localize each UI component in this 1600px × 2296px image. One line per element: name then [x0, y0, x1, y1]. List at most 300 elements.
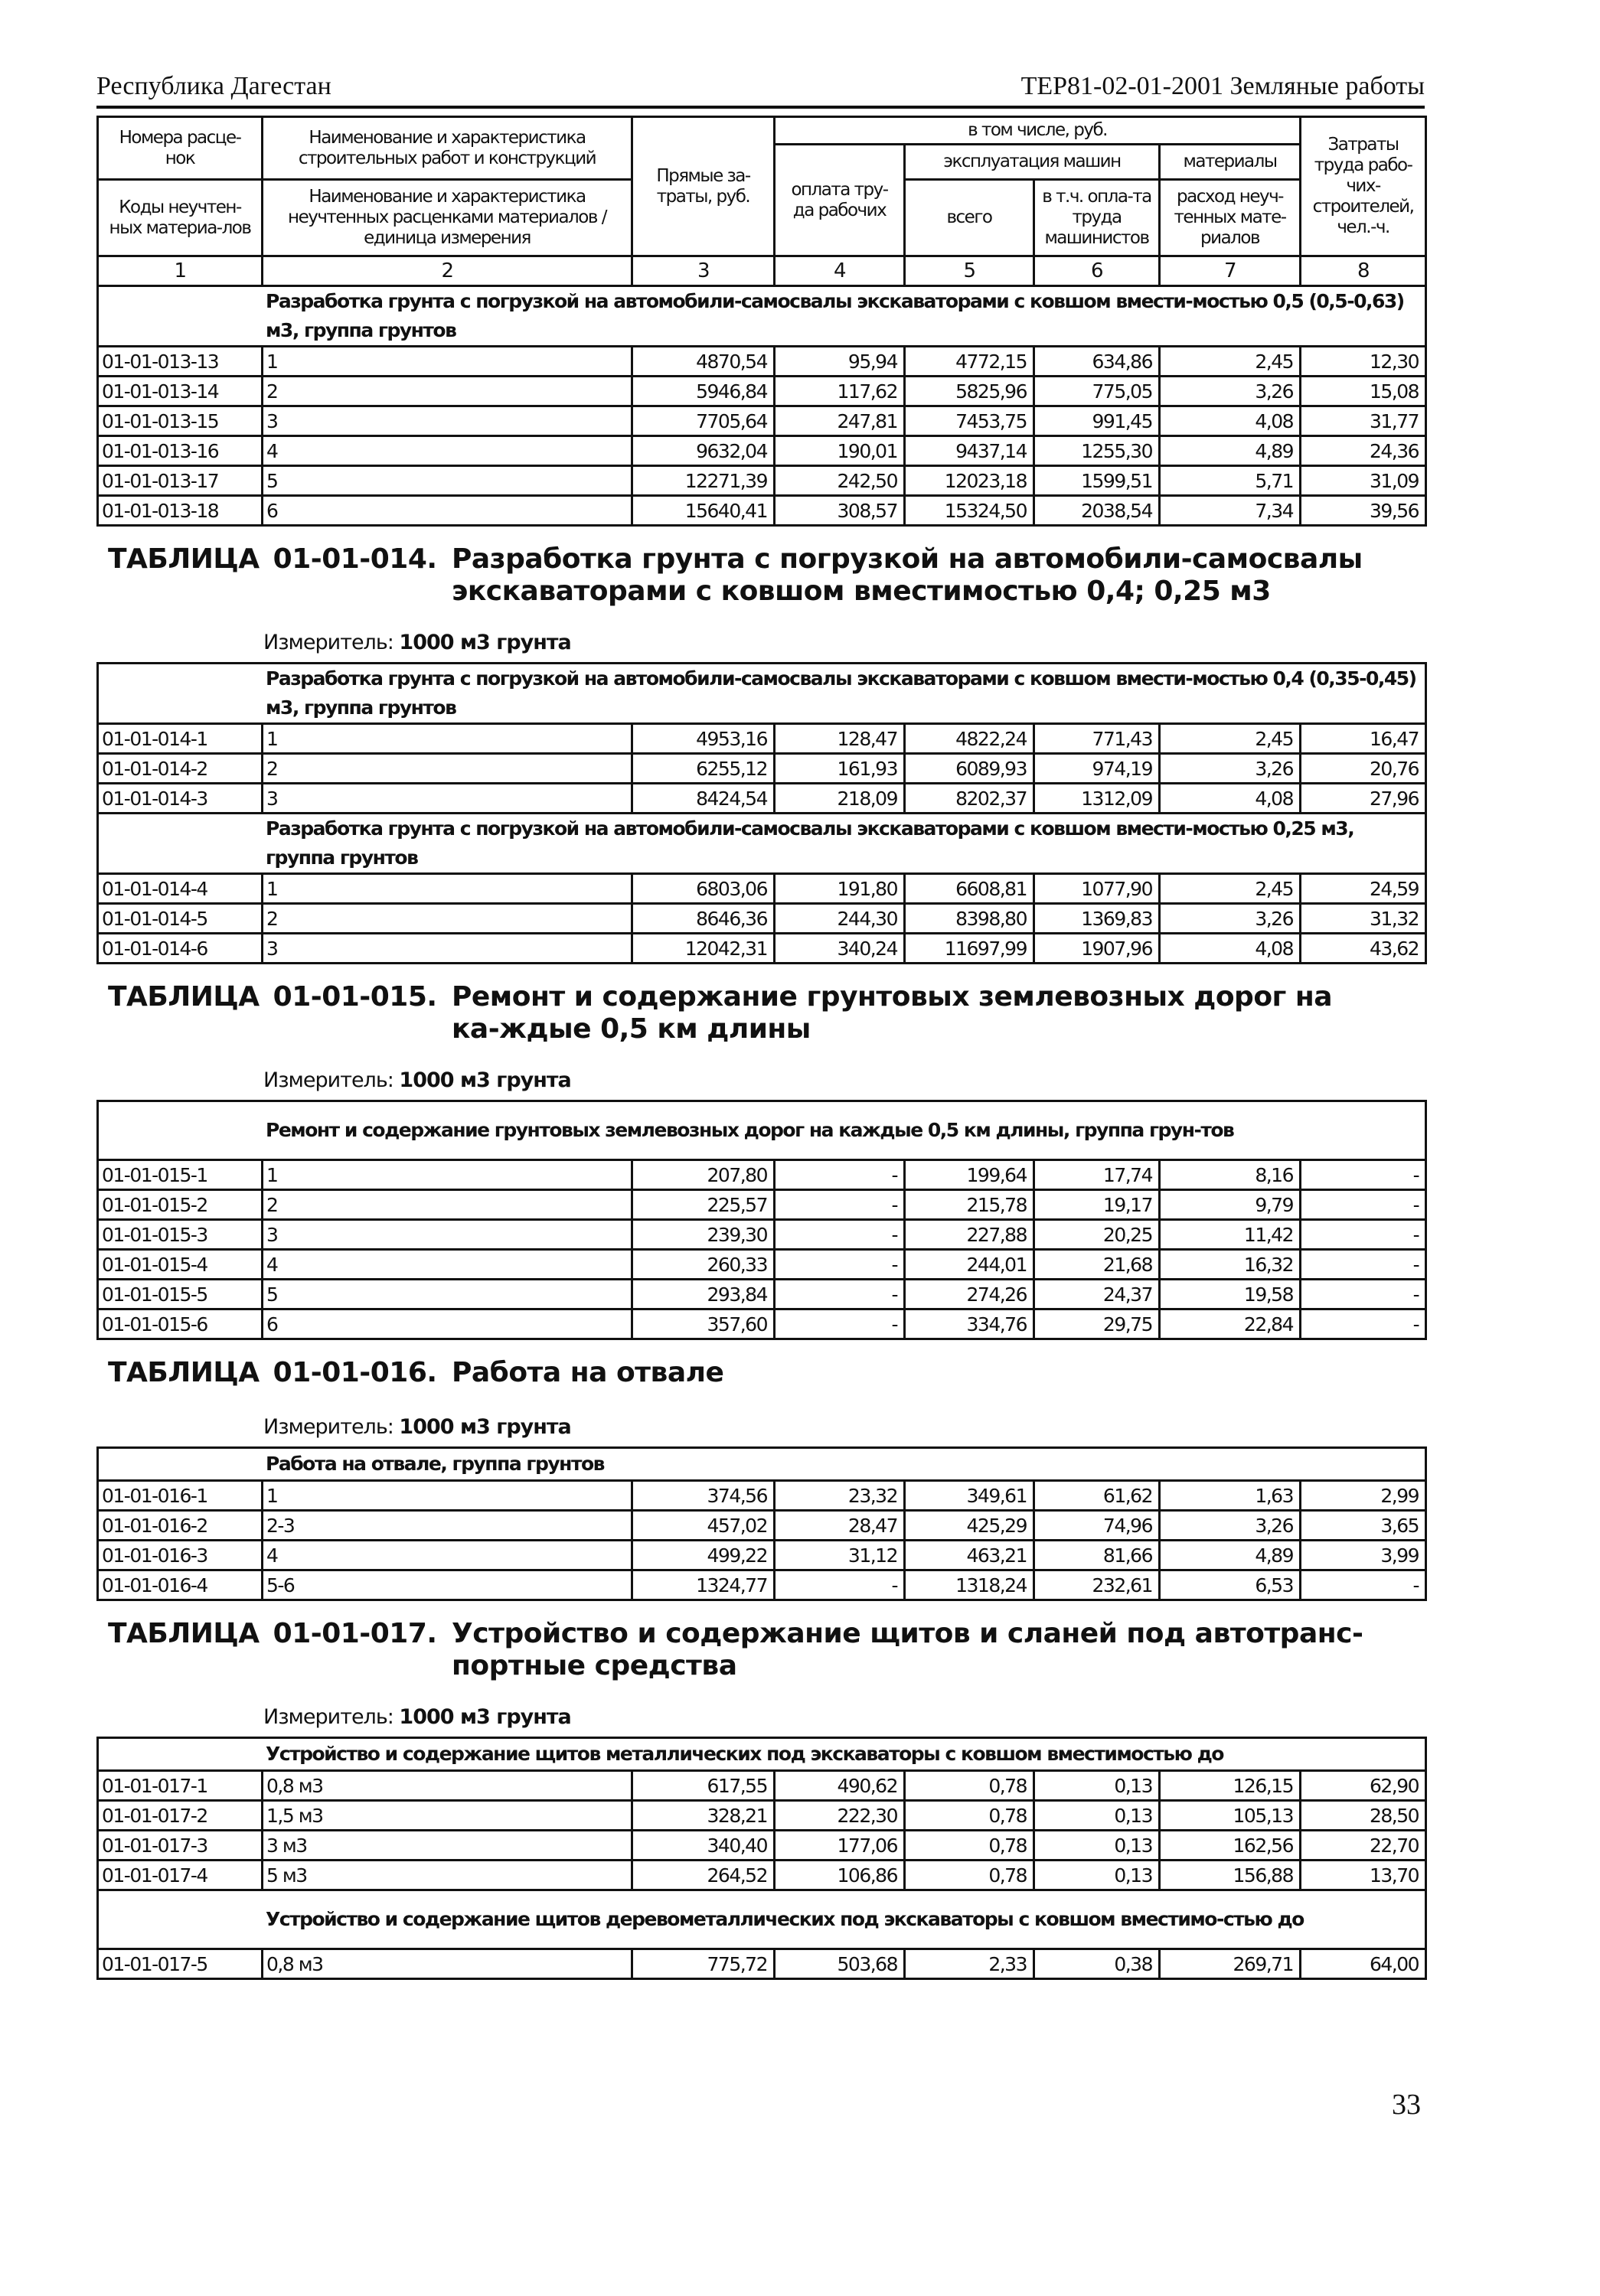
machines-total: 425,29	[905, 1511, 1034, 1541]
machines-total: 8398,80	[905, 904, 1034, 934]
machines-total: 0,78	[905, 1771, 1034, 1801]
materials-cost: 4,89	[1160, 1541, 1301, 1570]
direct-costs: 357,60	[632, 1309, 775, 1339]
col-number: 5	[905, 256, 1034, 286]
table-row	[98, 1801, 1426, 1831]
worker-pay: 117,62	[775, 377, 905, 406]
rate-code: 01-01-014-5	[98, 904, 263, 934]
table-row	[98, 496, 1426, 526]
direct-costs: 5946,84	[632, 377, 775, 406]
table-label	[108, 1618, 452, 1682]
group-heading: Разработка грунта с погрузкой на автомобили-самосвалы экскаваторами с ковшом вмести-мостью 0,4 (0,35-0,45) м3, группа грунтов	[98, 664, 1426, 724]
table-row	[98, 1570, 1426, 1600]
direct-costs: 617,55	[632, 1771, 775, 1801]
measure-label: Измеритель:	[263, 1705, 393, 1729]
labor-hours: 20,76	[1301, 754, 1426, 784]
group-heading-row	[98, 814, 1426, 874]
col-header-material-name: Наименование и характеристика неучтенных расценками материалов / единица измерения	[263, 180, 632, 256]
worker-pay: -	[775, 1309, 905, 1339]
labor-hours: -	[1301, 1160, 1426, 1190]
materials-cost: 126,15	[1160, 1771, 1301, 1801]
rate-code: 01-01-016-1	[98, 1481, 263, 1511]
operator-pay: 61,62	[1034, 1481, 1160, 1511]
table-title	[96, 1340, 1425, 1389]
rate-code: 01-01-015-1	[98, 1160, 263, 1190]
table-row	[98, 1220, 1426, 1250]
col-number: 3	[632, 256, 775, 286]
col-number: 7	[1160, 256, 1301, 286]
table-label	[108, 981, 452, 1045]
labor-hours: 24,36	[1301, 436, 1426, 466]
measure-value: 1000 м3 грунта	[399, 631, 571, 654]
table-label-word: ТАБЛИЦА	[108, 543, 260, 575]
worker-pay: 222,30	[775, 1801, 905, 1831]
direct-costs: 9632,04	[632, 436, 775, 466]
machines-total: 12023,18	[905, 466, 1034, 496]
labor-hours: -	[1301, 1220, 1426, 1250]
work-spec: 5 м3	[263, 1861, 632, 1890]
direct-costs: 239,30	[632, 1220, 775, 1250]
work-spec: 2	[263, 754, 632, 784]
operator-pay: 2038,54	[1034, 496, 1160, 526]
table-title-block	[96, 527, 1425, 662]
table-number: 01-01-017.	[273, 1618, 437, 1649]
operator-pay: 74,96	[1034, 1511, 1160, 1541]
machines-total: 0,78	[905, 1801, 1034, 1831]
materials-cost: 105,13	[1160, 1801, 1301, 1831]
table-row	[98, 406, 1426, 436]
rate-code: 01-01-013-13	[98, 347, 263, 377]
table-title-block	[96, 964, 1425, 1100]
labor-hours: 3,65	[1301, 1511, 1426, 1541]
work-spec: 5	[263, 466, 632, 496]
labor-hours: -	[1301, 1190, 1426, 1220]
worker-pay: 490,62	[775, 1771, 905, 1801]
labor-hours: 13,70	[1301, 1861, 1426, 1890]
operator-pay: 21,68	[1034, 1250, 1160, 1280]
direct-costs: 457,02	[632, 1511, 775, 1541]
rate-code: 01-01-017-1	[98, 1771, 263, 1801]
rate-code: 01-01-013-15	[98, 406, 263, 436]
work-spec: 5-6	[263, 1570, 632, 1600]
labor-hours: 43,62	[1301, 934, 1426, 964]
labor-hours: 12,30	[1301, 347, 1426, 377]
rate-code: 01-01-013-17	[98, 466, 263, 496]
col-header-labor: Затраты труда рабо-чих-строителей, чел.-ч.	[1301, 117, 1426, 256]
table-title	[96, 1601, 1425, 1682]
machines-total: 4822,24	[905, 724, 1034, 754]
work-spec: 0,8 м3	[263, 1771, 632, 1801]
direct-costs: 499,22	[632, 1541, 775, 1570]
col-number: 1	[98, 256, 263, 286]
worker-pay: 128,47	[775, 724, 905, 754]
work-spec: 1	[263, 1481, 632, 1511]
direct-costs: 260,33	[632, 1250, 775, 1280]
table-label-word: ТАБЛИЦА	[108, 1618, 260, 1649]
work-spec: 6	[263, 1309, 632, 1339]
work-spec: 3	[263, 406, 632, 436]
rate-code: 01-01-014-1	[98, 724, 263, 754]
operator-pay: 0,13	[1034, 1861, 1160, 1890]
group-heading: Работа на отвале, группа грунтов	[98, 1448, 1426, 1481]
operator-pay: 20,25	[1034, 1220, 1160, 1250]
direct-costs: 6803,06	[632, 874, 775, 904]
work-spec: 0,8 м3	[263, 1949, 632, 1979]
machines-total: 334,76	[905, 1309, 1034, 1339]
table-row	[98, 1309, 1426, 1339]
worker-pay: 218,09	[775, 784, 905, 814]
group-heading: Разработка грунта с погрузкой на автомобили-самосвалы экскаваторами с ковшом вмести-мостью 0,5 (0,5-0,63) м3, группа грунтов	[98, 286, 1426, 347]
table-title-text: Работа на отвале	[452, 1357, 724, 1388]
materials-cost: 3,26	[1160, 377, 1301, 406]
direct-costs: 12271,39	[632, 466, 775, 496]
labor-hours: 27,96	[1301, 784, 1426, 814]
operator-pay: 634,86	[1034, 347, 1160, 377]
machines-total: 6608,81	[905, 874, 1034, 904]
worker-pay: 242,50	[775, 466, 905, 496]
worker-pay: -	[775, 1570, 905, 1600]
table-row	[98, 1949, 1426, 1979]
labor-hours: 39,56	[1301, 496, 1426, 526]
machines-total: 349,61	[905, 1481, 1034, 1511]
group-heading: Устройство и содержание щитов деревометаллических под экскаваторы с ковшом вместимо-стью до	[98, 1890, 1426, 1949]
worker-pay: 23,32	[775, 1481, 905, 1511]
col-header-material-use: расход неуч-тенных мате-риалов	[1160, 180, 1301, 256]
worker-pay: 340,24	[775, 934, 905, 964]
machines-total: 7453,75	[905, 406, 1034, 436]
worker-pay: -	[775, 1220, 905, 1250]
column-header-table	[96, 116, 1427, 527]
labor-hours: 64,00	[1301, 1949, 1426, 1979]
rate-code: 01-01-013-18	[98, 496, 263, 526]
worker-pay: 28,47	[775, 1511, 905, 1541]
labor-hours: 15,08	[1301, 377, 1426, 406]
operator-pay: 1312,09	[1034, 784, 1160, 814]
operator-pay: 19,17	[1034, 1190, 1160, 1220]
direct-costs: 8424,54	[632, 784, 775, 814]
worker-pay: -	[775, 1250, 905, 1280]
measure-unit	[263, 631, 571, 654]
direct-costs: 293,84	[632, 1280, 775, 1309]
machines-total: 15324,50	[905, 496, 1034, 526]
group-heading-row	[98, 664, 1426, 724]
rate-code: 01-01-014-2	[98, 754, 263, 784]
rate-code: 01-01-016-4	[98, 1570, 263, 1600]
materials-cost: 4,08	[1160, 934, 1301, 964]
rate-code: 01-01-016-2	[98, 1511, 263, 1541]
table-row	[98, 724, 1426, 754]
table-row	[98, 1481, 1426, 1511]
measure-unit	[263, 1068, 571, 1092]
machines-total: 274,26	[905, 1280, 1034, 1309]
table-number: 01-01-015.	[273, 981, 437, 1013]
group-heading-row	[98, 286, 1426, 347]
rate-code: 01-01-016-3	[98, 1541, 263, 1570]
col-header-direct-costs: Прямые за-траты, руб.	[632, 117, 775, 256]
labor-hours: -	[1301, 1280, 1426, 1309]
materials-cost: 5,71	[1160, 466, 1301, 496]
rate-code: 01-01-017-4	[98, 1861, 263, 1890]
table-title-text: Разработка грунта с погрузкой на автомобили-самосвалы экскаваторами с ковшом вместимостью 0,4; 0,25 м3	[452, 543, 1363, 607]
table-row	[98, 466, 1426, 496]
col-header-worker-pay: оплата тру-да рабочих	[775, 145, 905, 256]
rate-code: 01-01-013-16	[98, 436, 263, 466]
rate-code: 01-01-015-6	[98, 1309, 263, 1339]
materials-cost: 4,89	[1160, 436, 1301, 466]
rate-code: 01-01-013-14	[98, 377, 263, 406]
table-number: 01-01-014.	[273, 543, 437, 575]
measure-value: 1000 м3 грунта	[399, 1705, 571, 1729]
col-number: 2	[263, 256, 632, 286]
materials-cost: 22,84	[1160, 1309, 1301, 1339]
worker-pay: 31,12	[775, 1541, 905, 1570]
measure-value: 1000 м3 грунта	[399, 1415, 571, 1439]
col-number: 6	[1034, 256, 1160, 286]
rate-code: 01-01-014-6	[98, 934, 263, 964]
table-row	[98, 1280, 1426, 1309]
work-spec: 4	[263, 436, 632, 466]
direct-costs: 7705,64	[632, 406, 775, 436]
labor-hours: 28,50	[1301, 1801, 1426, 1831]
machines-total: 199,64	[905, 1160, 1034, 1190]
table-row	[98, 377, 1426, 406]
materials-cost: 6,53	[1160, 1570, 1301, 1600]
materials-cost: 9,79	[1160, 1190, 1301, 1220]
table-label	[108, 543, 452, 608]
col-header-machines-total: всего	[905, 180, 1034, 256]
work-spec: 3	[263, 784, 632, 814]
operator-pay: 81,66	[1034, 1541, 1160, 1570]
table-title-text: Ремонт и содержание грунтовых землевозных дорог на ка-ждые 0,5 км длины	[452, 981, 1333, 1045]
operator-pay: 17,74	[1034, 1160, 1160, 1190]
group-heading: Устройство и содержание щитов металлических под экскаваторы с ковшом вместимостью до	[98, 1738, 1426, 1771]
materials-cost: 162,56	[1160, 1831, 1301, 1861]
worker-pay: 190,01	[775, 436, 905, 466]
table-row	[98, 934, 1426, 964]
measure-label: Измеритель:	[263, 1068, 393, 1092]
labor-hours: 3,99	[1301, 1541, 1426, 1570]
worker-pay: 106,86	[775, 1861, 905, 1890]
worker-pay: -	[775, 1160, 905, 1190]
worker-pay: 244,30	[775, 904, 905, 934]
operator-pay: 775,05	[1034, 377, 1160, 406]
table-row	[98, 784, 1426, 814]
work-spec: 3	[263, 1220, 632, 1250]
rate-code: 01-01-017-5	[98, 1949, 263, 1979]
col-number: 4	[775, 256, 905, 286]
machines-total: 463,21	[905, 1541, 1034, 1570]
materials-cost: 8,16	[1160, 1160, 1301, 1190]
machines-total: 0,78	[905, 1861, 1034, 1890]
work-spec: 2	[263, 1190, 632, 1220]
col-header-operator-pay: в т.ч. опла-та труда машинистов	[1034, 180, 1160, 256]
work-spec: 1	[263, 347, 632, 377]
labor-hours: 2,99	[1301, 1481, 1426, 1511]
direct-costs: 8646,36	[632, 904, 775, 934]
col-header-machines: эксплуатация машин	[905, 145, 1160, 180]
operator-pay: 1599,51	[1034, 466, 1160, 496]
operator-pay: 232,61	[1034, 1570, 1160, 1600]
measure-unit	[263, 1415, 571, 1439]
table-title-text: Устройство и содержание щитов и сланей под автотранс-портные средства	[452, 1618, 1363, 1681]
direct-costs: 328,21	[632, 1801, 775, 1831]
table-title-block	[96, 1601, 1425, 1737]
direct-costs: 775,72	[632, 1949, 775, 1979]
materials-cost: 3,26	[1160, 754, 1301, 784]
table-label-word: ТАБЛИЦА	[108, 981, 260, 1013]
labor-hours: -	[1301, 1309, 1426, 1339]
table-row	[98, 1160, 1426, 1190]
table-number: 01-01-016.	[273, 1357, 437, 1388]
labor-hours: 31,32	[1301, 904, 1426, 934]
table-row	[98, 1861, 1426, 1890]
operator-pay: 24,37	[1034, 1280, 1160, 1309]
materials-cost: 1,63	[1160, 1481, 1301, 1511]
work-spec: 1	[263, 874, 632, 904]
operator-pay: 1255,30	[1034, 436, 1160, 466]
labor-hours: -	[1301, 1570, 1426, 1600]
machines-total: 9437,14	[905, 436, 1034, 466]
materials-cost: 156,88	[1160, 1861, 1301, 1890]
work-spec: 5	[263, 1280, 632, 1309]
work-spec: 1	[263, 724, 632, 754]
rate-code: 01-01-014-3	[98, 784, 263, 814]
table-row	[98, 1771, 1426, 1801]
rate-code: 01-01-015-3	[98, 1220, 263, 1250]
rate-code: 01-01-017-2	[98, 1801, 263, 1831]
materials-cost: 269,71	[1160, 1949, 1301, 1979]
table-row	[98, 874, 1426, 904]
direct-costs: 4870,54	[632, 347, 775, 377]
measure-label: Измеритель:	[263, 1415, 393, 1439]
materials-cost: 4,08	[1160, 784, 1301, 814]
price-tables	[96, 116, 1425, 1980]
worker-pay: 95,94	[775, 347, 905, 377]
worker-pay: 247,81	[775, 406, 905, 436]
machines-total: 215,78	[905, 1190, 1034, 1220]
running-header	[96, 70, 1425, 109]
table-row	[98, 1541, 1426, 1570]
worker-pay: -	[775, 1280, 905, 1309]
table-label-word: ТАБЛИЦА	[108, 1357, 260, 1388]
machines-total: 11697,99	[905, 934, 1034, 964]
machines-total: 244,01	[905, 1250, 1034, 1280]
worker-pay: 308,57	[775, 496, 905, 526]
operator-pay: 0,13	[1034, 1771, 1160, 1801]
col-header-materials: материалы	[1160, 145, 1301, 180]
direct-costs: 6255,12	[632, 754, 775, 784]
labor-hours: 22,70	[1301, 1831, 1426, 1861]
rate-code: 01-01-014-4	[98, 874, 263, 904]
work-spec: 1	[263, 1160, 632, 1190]
direct-costs: 12042,31	[632, 934, 775, 964]
table-row	[98, 1190, 1426, 1220]
operator-pay: 974,19	[1034, 754, 1160, 784]
materials-cost: 3,26	[1160, 904, 1301, 934]
labor-hours: 62,90	[1301, 1771, 1426, 1801]
col-header-including: в том числе, руб.	[775, 117, 1301, 145]
operator-pay: 1077,90	[1034, 874, 1160, 904]
work-spec: 3	[263, 934, 632, 964]
rate-code: 01-01-015-5	[98, 1280, 263, 1309]
operator-pay: 0,38	[1034, 1949, 1160, 1979]
machines-total: 4772,15	[905, 347, 1034, 377]
operator-pay: 0,13	[1034, 1801, 1160, 1831]
work-spec: 2	[263, 377, 632, 406]
table-title	[96, 527, 1425, 608]
group-heading-row	[98, 1890, 1426, 1949]
group-heading: Ремонт и содержание грунтовых землевозных дорог на каждые 0,5 км длины, группа грун-тов	[98, 1101, 1426, 1160]
direct-costs: 4953,16	[632, 724, 775, 754]
group-heading-row	[98, 1738, 1426, 1771]
price-table	[96, 1100, 1427, 1340]
work-spec: 2	[263, 904, 632, 934]
work-spec: 3 м3	[263, 1831, 632, 1861]
group-heading: Разработка грунта с погрузкой на автомобили-самосвалы экскаваторами с ковшом вмести-мостью 0,25 м3, группа грунтов	[98, 814, 1426, 874]
table-row	[98, 1511, 1426, 1541]
machines-total: 227,88	[905, 1220, 1034, 1250]
col-header-name: Наименование и характеристика строительных работ и конструкций	[263, 117, 632, 180]
table-row	[98, 754, 1426, 784]
table-row	[98, 1250, 1426, 1280]
group-heading-row	[98, 1101, 1426, 1160]
measure-value: 1000 м3 грунта	[399, 1068, 571, 1092]
machines-total: 6089,93	[905, 754, 1034, 784]
materials-cost: 4,08	[1160, 406, 1301, 436]
operator-pay: 1369,83	[1034, 904, 1160, 934]
document-code: ТЕР81-02-01-2001 Земляные работы	[1020, 72, 1425, 100]
materials-cost: 19,58	[1160, 1280, 1301, 1309]
col-number: 8	[1301, 256, 1426, 286]
direct-costs: 340,40	[632, 1831, 775, 1861]
operator-pay: 771,43	[1034, 724, 1160, 754]
worker-pay: 177,06	[775, 1831, 905, 1861]
worker-pay: 161,93	[775, 754, 905, 784]
materials-cost: 7,34	[1160, 496, 1301, 526]
machines-total: 0,78	[905, 1831, 1034, 1861]
rate-code: 01-01-017-3	[98, 1831, 263, 1861]
worker-pay: 503,68	[775, 1949, 905, 1979]
operator-pay: 29,75	[1034, 1309, 1160, 1339]
table-title-block	[96, 1340, 1425, 1446]
group-heading-row	[98, 1448, 1426, 1481]
operator-pay: 991,45	[1034, 406, 1160, 436]
measure-label: Измеритель:	[263, 631, 393, 654]
materials-cost: 11,42	[1160, 1220, 1301, 1250]
machines-total: 1318,24	[905, 1570, 1034, 1600]
labor-hours: 31,77	[1301, 406, 1426, 436]
direct-costs: 264,52	[632, 1861, 775, 1890]
col-header-codes: Номера расце-нок	[98, 117, 263, 180]
table-row	[98, 347, 1426, 377]
measure-unit	[263, 1705, 571, 1729]
operator-pay: 0,13	[1034, 1831, 1160, 1861]
region-label: Республика Дагестан	[96, 72, 331, 100]
work-spec: 2-3	[263, 1511, 632, 1541]
machines-total: 2,33	[905, 1949, 1034, 1979]
direct-costs: 225,57	[632, 1190, 775, 1220]
page-number: 33	[1392, 2089, 1421, 2121]
table-row	[98, 904, 1426, 934]
labor-hours: -	[1301, 1250, 1426, 1280]
work-spec: 4	[263, 1541, 632, 1570]
materials-cost: 3,26	[1160, 1511, 1301, 1541]
rate-code: 01-01-015-2	[98, 1190, 263, 1220]
direct-costs: 15640,41	[632, 496, 775, 526]
table-row	[98, 1831, 1426, 1861]
table-label	[108, 1357, 452, 1389]
machines-total: 8202,37	[905, 784, 1034, 814]
